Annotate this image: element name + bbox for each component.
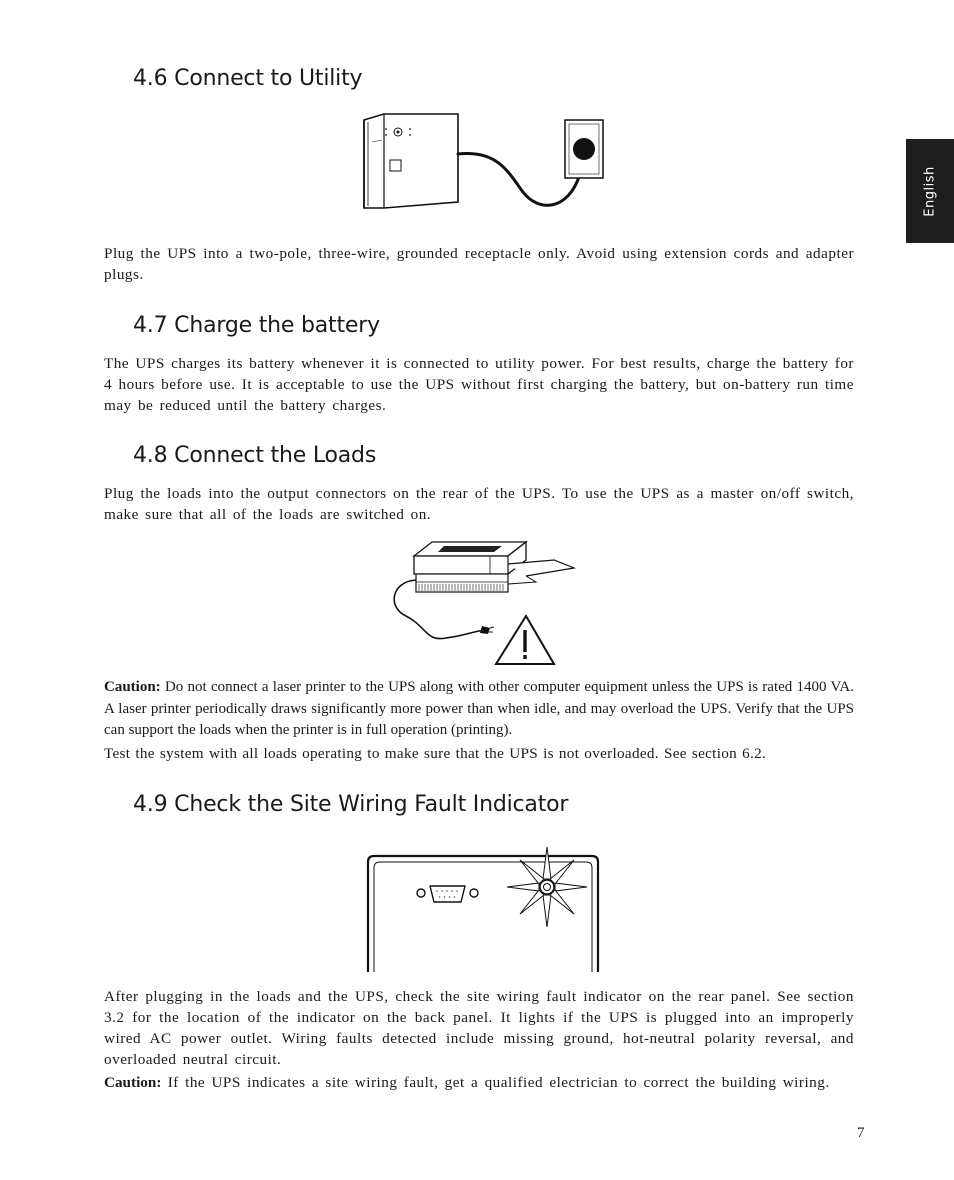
caution-label: Caution: — [104, 679, 161, 695]
language-tab — [906, 139, 954, 243]
caution-text: If the UPS indicates a site wiring fault, get a qualified electrician to correct the building wiring. — [167, 1074, 830, 1091]
laser-printer-warning-illustration — [386, 538, 578, 668]
section-paragraph-connect-loads: Plug the loads into the output connectors on the rear of the UPS. To use the UPS as a master on/off switch, make sure that all of the loads are switched on. — [104, 485, 854, 523]
test-system-paragraph: Test the system with all loads operating to make sure that the UPS is not overloaded. See section 6.2. — [104, 745, 767, 762]
caution-paragraph-site-wiring — [104, 1072, 854, 1093]
caution-paragraph-laser-printer — [104, 677, 854, 742]
section-paragraph-charge-battery: The UPS charges its battery whenever it is connected to utility power. For best results, charge the battery for 4 hours before use. It is acceptable to use the UPS without first charging the battery, but on-battery run time may be reduced until the battery charges. — [104, 355, 854, 414]
page-number: 7 — [857, 1125, 865, 1141]
language-tab-label: English — [922, 165, 938, 217]
section-paragraph-site-wiring: After plugging in the loads and the UPS, check the site wiring fault indicator on the rear panel. See section 3.2 for the location of the indicator on the back panel. It lights if the UPS is plugged into an improperly wired AC power outlet. Wiring faults detected include missing ground, hot-neutral polarity reversal, and overloaded neutral circuit. — [104, 988, 854, 1068]
caution-text: Do not connect a laser printer to the UPS along with other computer equipment unless the UPS is rated 1400 VA. A laser printer periodically draws significantly more power than when idle, and may overload the UPS. Verify that the UPS can support the loads when the printer is in full operation (printing). — [104, 679, 855, 738]
section-heading-site-wiring: 4.9 Check the Site Wiring Fault Indicator — [133, 792, 569, 817]
section-paragraph-connect-utility: Plug the UPS into a two-pole, three-wire, grounded receptacle only. Avoid using extension cords and adapter plugs. — [104, 245, 854, 283]
section-heading-connect-utility: 4.6 Connect to Utility — [133, 66, 363, 91]
section-heading-connect-loads: 4.8 Connect the Loads — [133, 443, 377, 468]
section-heading-charge-battery: 4.7 Charge the battery — [133, 313, 380, 338]
ups-to-wall-outlet-illustration — [358, 112, 608, 216]
caution-label: Caution: — [104, 1074, 162, 1091]
rear-panel-fault-indicator-illustration — [364, 844, 602, 974]
